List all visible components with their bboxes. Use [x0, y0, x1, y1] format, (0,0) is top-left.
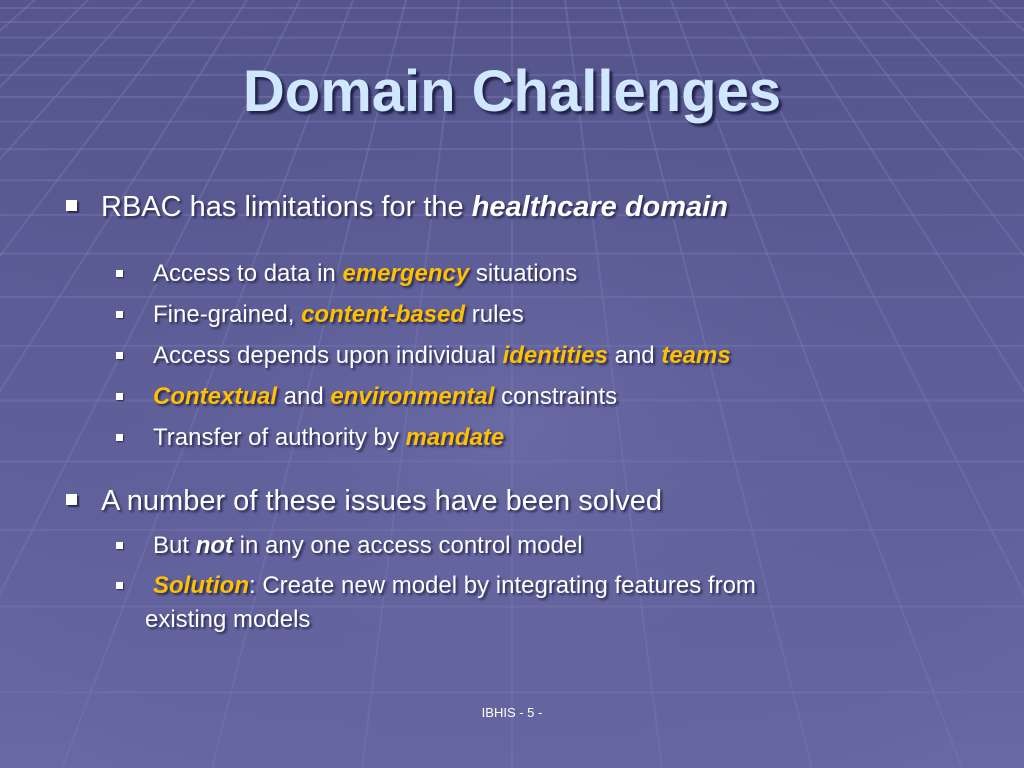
- subbullet-emphasis: Solution: [153, 572, 249, 599]
- slide-footer: IBHIS - 5 -: [481, 705, 543, 720]
- subbullet-text: and: [277, 383, 331, 410]
- subbullet-emphasis: teams: [661, 342, 731, 369]
- subbullet-text: Transfer of authority by: [153, 424, 406, 451]
- square-bullet-icon: [116, 270, 123, 277]
- subbullet-text: in any one access control model: [233, 532, 583, 559]
- subbullet-emphasis: content-based: [301, 301, 466, 328]
- square-bullet-icon: [66, 200, 77, 211]
- subbullet-emphasis: mandate: [405, 424, 505, 451]
- square-bullet-icon: [116, 311, 123, 318]
- slide-title: Domain Challenges: [242, 59, 782, 124]
- square-bullet-icon: [116, 393, 123, 400]
- square-bullet-icon: [116, 582, 123, 589]
- subbullet-text: and: [607, 342, 662, 369]
- subbullet-text: Access to data in: [153, 260, 343, 287]
- bullet-emphasis: healthcare domain: [471, 191, 728, 223]
- subbullet-emphasis: emergency: [342, 260, 470, 287]
- subbullet-solution-continuation: existing models: [145, 606, 311, 633]
- square-bullet-icon: [116, 352, 123, 359]
- subbullet-text: Fine-grained,: [153, 301, 302, 328]
- subbullet-emphasis: not: [195, 532, 234, 559]
- subbullet-emphasis: identities: [502, 342, 608, 369]
- square-bullet-icon: [66, 494, 77, 505]
- subbullet-emphasis: Contextual: [153, 383, 278, 410]
- bullet-text: RBAC has limitations for the: [101, 191, 472, 223]
- subbullet-text: : Create new model by integrating features from: [248, 572, 756, 599]
- subbullet-text: rules: [465, 301, 524, 328]
- subbullet-text: But: [153, 532, 196, 559]
- square-bullet-icon: [116, 542, 123, 549]
- subbullet-text: constraints: [494, 383, 618, 410]
- subbullet-emphasis: environmental: [330, 383, 495, 410]
- subbullet-text: Access depends upon individual: [153, 342, 503, 369]
- square-bullet-icon: [116, 434, 123, 441]
- subbullet-text: situations: [469, 260, 578, 287]
- bullet-text: A number of these issues have been solved: [101, 485, 663, 517]
